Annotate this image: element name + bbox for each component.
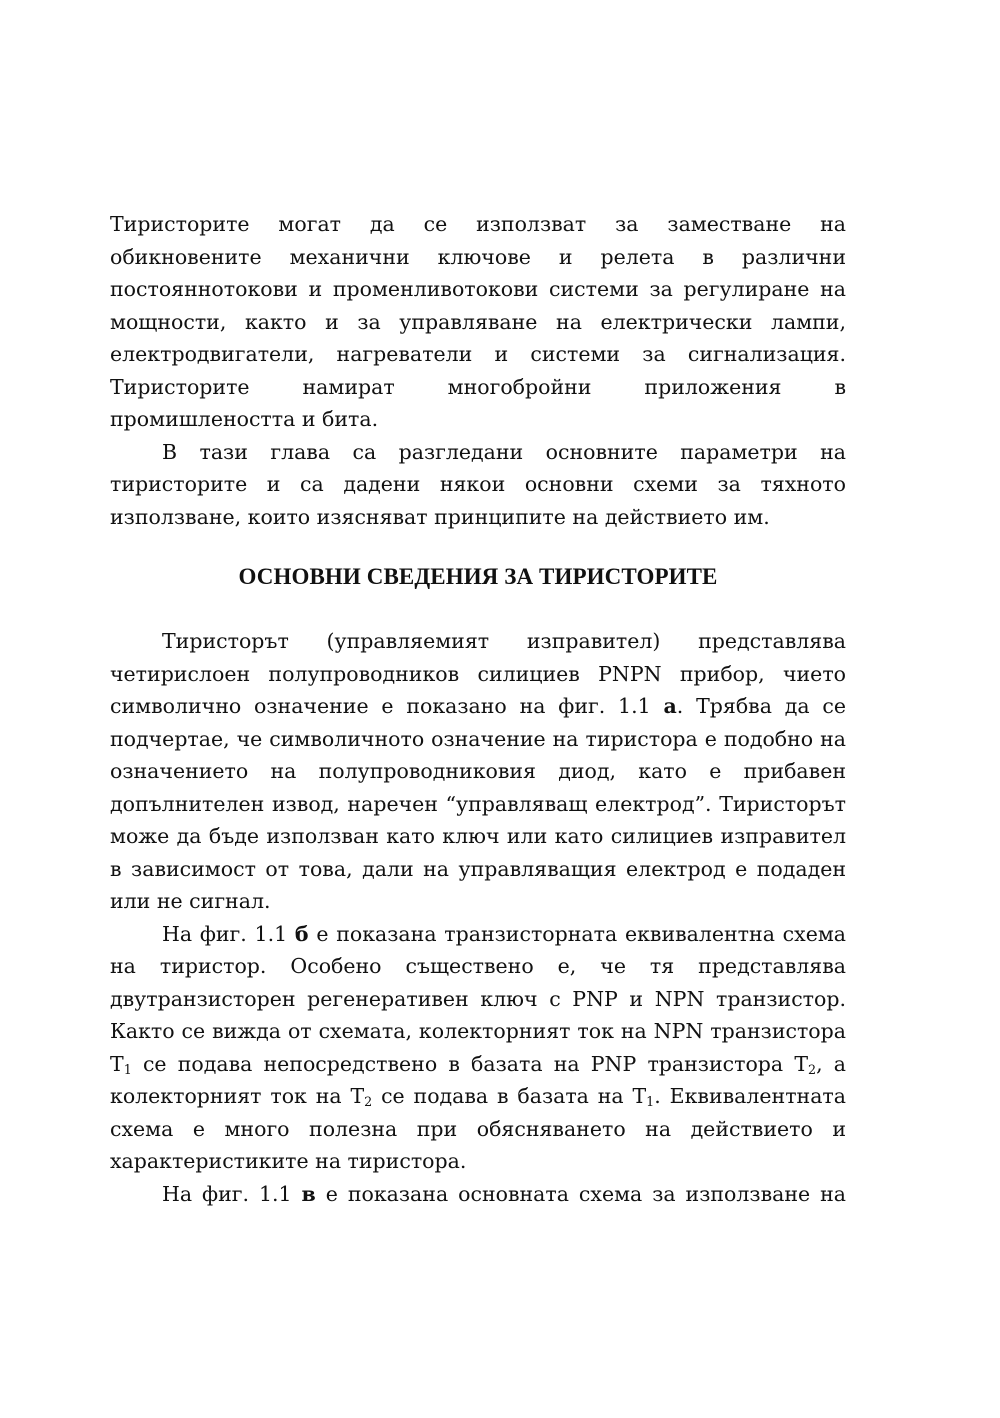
text-run: , а колекторният ток на T	[110, 1051, 846, 1108]
text-run: . Трябва да се подчертае, че символичното означение на тиристора е подобно на означението на полупроводниковия диод, като е прибавен допълнителен извод, наречен “управляващ електрод”. Тиристорът може да бъде използван като ключ или като силициев изправител в зависимост от това, дали на управляващия електрод е подаден или не сигнал.	[110, 694, 846, 913]
equivalent-circuit-paragraph	[110, 918, 846, 1178]
text-run: се подава в базата на T	[372, 1084, 647, 1108]
subscript: 2	[364, 1094, 373, 1110]
figure-label-a: а	[663, 694, 677, 718]
subscript: 1	[646, 1094, 655, 1110]
subscript: 1	[123, 1061, 132, 1077]
figure-label-b: б	[294, 921, 309, 946]
text-run: На фиг. 1.1	[162, 1181, 302, 1206]
section-heading: ОСНОВНИ СВЕДЕНИЯ ЗА ТИРИСТОРИТЕ	[238, 564, 718, 589]
text-run: Тиристорът (управляемият изправител) представлява четирислоен полупроводников силициев PNPN прибор, чието символично означение е показано на фиг. 1.1	[110, 629, 846, 718]
text-run: е показана транзисторната еквивалентна схема на тиристор. Особено съществено е, че тя представлява двутранзисторен регенеративен ключ с PNP и NPN транзистор. Както се вижда от схемата, колекторният ток на NPN транзистора T	[110, 921, 846, 1076]
document-page	[110, 208, 846, 1210]
figure-label-v: в	[301, 1181, 316, 1206]
intro-paragraph: Тиристорите могат да се използват за заместване на обикновените механични ключове и релета в различни постояннотокови и променливотокови системи за регулиране на мощности, както и за управляване на електрически лампи, електродвигатели, нагреватели и системи за сигнализация. Тиристорите намират многобройни приложения в промишлеността и бита.	[110, 212, 846, 431]
subscript: 2	[808, 1061, 817, 1077]
text-run: се подава непосредствено в базата на PNP транзистора T	[131, 1051, 808, 1076]
text-run: . Еквивалентната схема е много полезна при обясняването на действието и характеристиките на тиристора.	[110, 1084, 846, 1173]
text-run: е показана основната схема за използване на	[315, 1181, 847, 1206]
chapter-overview-paragraph: В тази глава са разгледани основните параметри на тиристорите и са дадени някои основни схеми за тяхното използване, които изясняват принципите на действието им.	[110, 439, 846, 529]
text-run: На фиг. 1.1	[162, 921, 295, 946]
basic-circuit-paragraph	[110, 1178, 846, 1211]
thyristor-definition-paragraph	[110, 625, 846, 918]
